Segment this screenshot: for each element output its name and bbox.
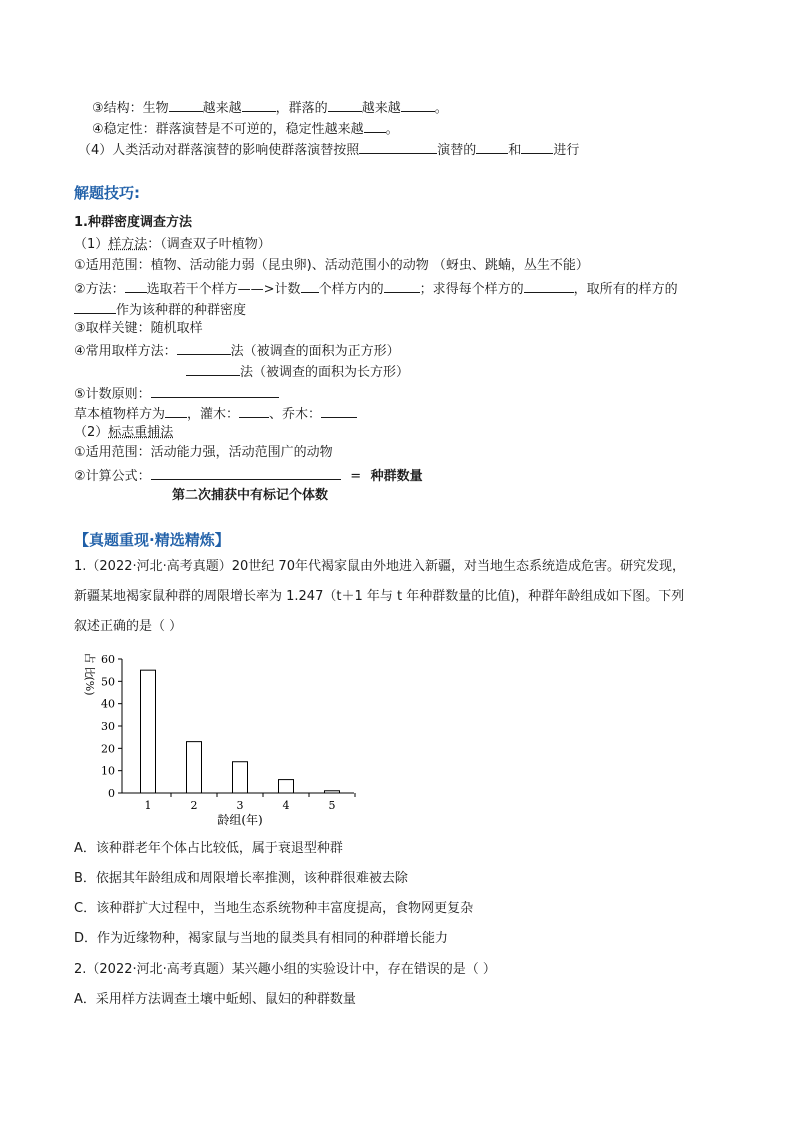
text: 法（被调查的面积为正方形） [230, 344, 400, 359]
tips-title: 1.种群密度调查方法 [74, 215, 192, 230]
bar-age-group-2 [187, 742, 202, 793]
quadrat-label: 样方法 [108, 237, 148, 252]
y-tick-label: 20 [101, 742, 115, 756]
text: ④常用取样方法： [74, 344, 177, 359]
blank[interactable] [384, 279, 420, 293]
x-tick-label: 5 [328, 799, 336, 812]
y-label-char: 比 [83, 666, 96, 678]
text: 选取若干个样方——>计数 [146, 282, 301, 297]
bar-age-group-1 [141, 670, 156, 793]
structure-line [92, 98, 448, 118]
quadrat-key: ③取样关键：随机取样 [74, 321, 203, 336]
q1-line1: 1.（2022·河北·高考真题）20世纪 70年代褐家鼠由外地进入新疆，对当地生态系统造成危害。研究发现， [74, 559, 685, 574]
text: 个样方内的 [318, 282, 384, 297]
y-tick-label: 0 [108, 787, 115, 800]
blank[interactable] [524, 279, 574, 293]
bar-age-group-5 [325, 791, 340, 793]
quadrat-method-line2 [74, 300, 246, 320]
blank[interactable] [177, 341, 231, 355]
formula-result: 种群数量 [370, 469, 423, 484]
quadrat-label-line [74, 236, 271, 254]
blank[interactable] [242, 98, 276, 112]
text: ；求得每个样方的 [419, 282, 524, 297]
x-axis-label: 龄组(年) [217, 813, 263, 827]
common-method-line2 [186, 362, 409, 382]
q1-option-b[interactable]: B．依据其年龄组成和周限增长率推测，该种群很难被去除 [74, 871, 408, 886]
blank[interactable] [521, 140, 553, 154]
text: 法（被调查的面积为长方形） [240, 365, 410, 380]
blank[interactable] [401, 98, 435, 112]
q1-line2: 新疆某地褐家鼠种群的周限增长率为 1.247（t＋1 年与 t 年种群数量的比值)，种群年龄组成如下图。下列 [74, 589, 685, 604]
text: ③结构：生物 [92, 101, 169, 116]
text: （4）人类活动对群落演替的影响使群落演替按照 [78, 143, 360, 158]
y-label-char: 占 [83, 652, 96, 664]
text: ，群落的 [275, 101, 328, 116]
x-tick-label: 1 [144, 799, 152, 812]
blank[interactable] [359, 140, 437, 154]
text: （1） [74, 237, 109, 252]
blank[interactable] [151, 384, 279, 398]
x-tick-label: 3 [236, 799, 244, 812]
x-tick-label: 2 [190, 799, 198, 812]
text: ②方法： [74, 282, 125, 297]
common-method-line1 [74, 341, 400, 361]
blank[interactable] [328, 98, 362, 112]
x-tick-label: 4 [282, 799, 290, 812]
human-activity-line [78, 140, 579, 160]
text: 越来越 [361, 101, 401, 116]
q2-option-a[interactable]: A．采用样方法调查土壤中蚯蚓、鼠妇的种群数量 [74, 992, 356, 1007]
stability-line [92, 119, 399, 139]
quadrat-size-line [74, 404, 357, 424]
blank[interactable] [301, 279, 319, 293]
text: 。 [385, 122, 399, 137]
y-tick-label: 50 [101, 675, 115, 689]
count-rule-line [74, 384, 279, 404]
text: 。 [434, 101, 448, 116]
text: ⑤计数原则： [74, 387, 151, 402]
text: ④稳定性：群落演替是不可逆的，稳定性越来越 [92, 122, 364, 137]
q1-option-d[interactable]: D．作为近缘物种，褐家鼠与当地的鼠类具有相同的种群增长能力 [74, 931, 449, 946]
formula-numerator-blank[interactable] [151, 466, 341, 480]
blank[interactable] [165, 404, 187, 418]
mark-formula-line [74, 466, 423, 486]
y-label-char: (%) [83, 676, 96, 696]
text: ，取所有的样方的 [573, 282, 678, 297]
y-axis-label [83, 653, 97, 696]
blank[interactable] [186, 362, 240, 376]
blank[interactable] [321, 404, 357, 418]
quadrat-scope: ①适用范围：植物、活动能力弱（昆虫卵)、活动范围小的动物 （蚜虫、跳蝻，丛生不能） [74, 258, 589, 273]
text: 演替的 [437, 143, 477, 158]
bar-age-group-3 [233, 762, 248, 793]
mark-scope: ①适用范围：活动能力强，活动范围广的动物 [74, 445, 333, 460]
chart-bars [141, 670, 340, 793]
text: ，灌木： [187, 407, 240, 422]
equals-sign: = [350, 469, 362, 484]
text: 作为该种群的种群密度 [116, 303, 247, 318]
exam-heading: 【真题重现·精选精炼】 [74, 531, 230, 549]
y-tick-label: 40 [101, 697, 115, 711]
text: ②计算公式： [74, 469, 151, 484]
q1-line3: 叙述正确的是（ ） [74, 619, 183, 634]
y-tick-label: 60 [101, 653, 115, 666]
y-tick-label: 10 [101, 764, 115, 778]
y-tick-label: 30 [101, 720, 115, 733]
q2-line1: 2.（2022·河北·高考真题）某兴趣小组的实验设计中，存在错误的是（ ） [74, 962, 496, 977]
text: （2） [74, 425, 109, 440]
text: 和 [508, 143, 522, 158]
text: ：（调查双子叶植物） [147, 237, 271, 252]
blank[interactable] [364, 119, 386, 133]
text: 草本植物样方为 [74, 407, 166, 422]
q1-option-a[interactable]: A．该种群老年个体占比较低，属于衰退型种群 [74, 841, 343, 856]
quadrat-method-line [74, 279, 678, 299]
formula-denominator: 第二次捕获中有标记个体数 [172, 488, 329, 503]
q1-option-c[interactable]: C．该种群扩大过程中，当地生态系统物种丰富度提高，食物网更复杂 [74, 901, 474, 916]
tips-heading: 解题技巧: [74, 184, 140, 202]
text: 进行 [553, 143, 580, 158]
text: 越来越 [202, 101, 242, 116]
mark-label: 标志重捕法 [108, 425, 174, 440]
blank[interactable] [476, 140, 508, 154]
blank[interactable] [169, 98, 203, 112]
age-group-bar-chart [80, 648, 370, 828]
mark-label-line [74, 424, 173, 442]
blank[interactable] [74, 300, 116, 314]
chart-ticks [101, 653, 355, 812]
bar-age-group-4 [279, 780, 294, 793]
text: 、乔木： [269, 407, 322, 422]
blank[interactable] [125, 279, 147, 293]
blank[interactable] [239, 404, 269, 418]
